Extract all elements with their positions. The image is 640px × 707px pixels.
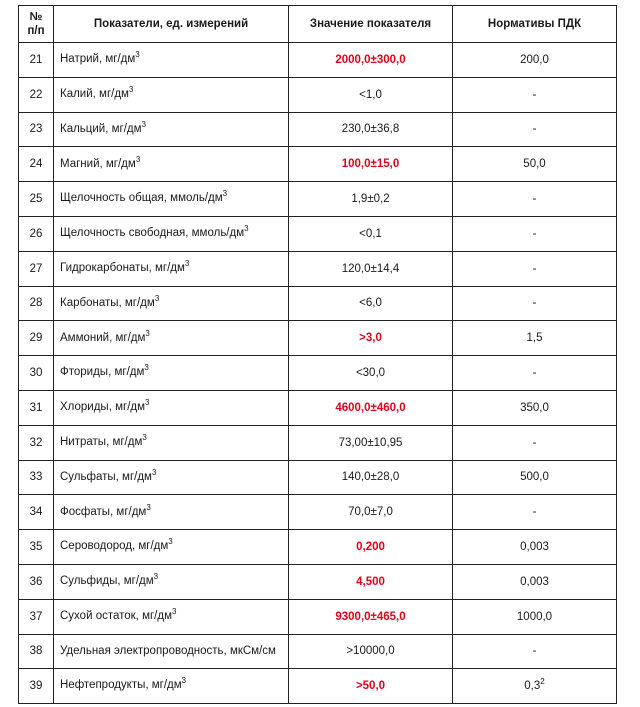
indicator-value-exceeded: >3,0 <box>289 321 453 356</box>
norm-cell <box>453 425 617 460</box>
norm-cell <box>453 286 617 321</box>
unit-exponent: 3 <box>184 258 190 268</box>
row-number: 26 <box>19 216 54 251</box>
indicator-name: Карбонаты, мг/дм <box>60 296 155 309</box>
indicator-name-cell <box>54 182 289 217</box>
indicator-name-cell <box>54 251 289 286</box>
indicator-name-cell <box>54 321 289 356</box>
indicator-value: 230,0±36,8 <box>289 112 453 147</box>
indicator-name: Сульфиды, мг/дм <box>60 575 154 588</box>
table-row <box>19 356 617 391</box>
indicator-name-cell <box>54 43 289 78</box>
table-row <box>19 634 617 669</box>
table-row <box>19 147 617 182</box>
norm-value: 50,0 <box>523 158 546 171</box>
indicator-value-exceeded: 2000,0±300,0 <box>289 43 453 78</box>
header-norm: Нормативы ПДК <box>453 6 617 43</box>
indicator-name-cell <box>54 356 289 391</box>
table-row <box>19 321 617 356</box>
norm-cell <box>453 634 617 669</box>
indicator-value-exceeded: 4,500 <box>289 564 453 599</box>
indicator-value-exceeded: 100,0±15,0 <box>289 147 453 182</box>
indicator-name-cell <box>54 599 289 634</box>
indicator-value: 120,0±14,4 <box>289 251 453 286</box>
unit-exponent: 3 <box>181 676 187 686</box>
table-row <box>19 390 617 425</box>
row-number: 32 <box>19 425 54 460</box>
indicator-value: >10000,0 <box>289 634 453 669</box>
table-row <box>19 460 617 495</box>
norm-footnote: 2 <box>540 677 545 687</box>
unit-exponent: 3 <box>135 154 141 164</box>
table-row <box>19 182 617 217</box>
indicator-name-cell <box>54 112 289 147</box>
norm-cell <box>453 564 617 599</box>
unit-exponent: 3 <box>145 328 150 338</box>
header-indicator: Показатели, ед. измерений <box>54 6 289 43</box>
unit-exponent: 3 <box>244 224 249 234</box>
unit-exponent: 3 <box>135 50 140 60</box>
row-number: 27 <box>19 251 54 286</box>
header-number-line1: № <box>29 10 43 23</box>
table-row <box>19 43 617 78</box>
row-number: 38 <box>19 634 54 669</box>
norm-cell <box>453 390 617 425</box>
row-number: 30 <box>19 356 54 391</box>
indicator-name-cell <box>54 425 289 460</box>
indicator-name: Нефтепродукты, мг/дм <box>60 679 182 692</box>
norm-value: - <box>532 262 537 275</box>
norm-cell <box>453 669 617 704</box>
norm-value: 500,0 <box>520 471 549 484</box>
norm-cell <box>453 599 617 634</box>
norm-value: - <box>532 193 537 206</box>
norm-value: 0,003 <box>520 575 549 588</box>
row-number: 34 <box>19 495 54 530</box>
table-row <box>19 286 617 321</box>
indicator-name-cell <box>54 390 289 425</box>
indicator-name: Натрий, мг/дм <box>60 53 136 66</box>
indicator-name: Нитраты, мг/дм <box>60 435 143 448</box>
indicator-value: <30,0 <box>289 356 453 391</box>
row-number: 28 <box>19 286 54 321</box>
indicator-name-cell <box>54 564 289 599</box>
norm-value: - <box>532 88 537 101</box>
row-number: 39 <box>19 669 54 704</box>
unit-exponent: 3 <box>128 84 134 94</box>
table-row <box>19 530 617 565</box>
norm-value: 200,0 <box>520 53 549 66</box>
norm-value: - <box>532 367 537 380</box>
unit-exponent: 3 <box>153 572 159 582</box>
norm-cell <box>453 321 617 356</box>
indicator-value-exceeded: 0,200 <box>289 530 453 565</box>
norm-cell <box>453 43 617 78</box>
indicator-name: Сульфаты, мг/дм <box>60 470 152 483</box>
indicator-name-cell <box>54 147 289 182</box>
norm-cell <box>453 460 617 495</box>
indicator-value: <6,0 <box>289 286 453 321</box>
table-row <box>19 564 617 599</box>
indicator-name-cell <box>54 530 289 565</box>
header-value: Значение показателя <box>289 6 453 43</box>
indicator-name: Магний, мг/дм <box>60 157 136 170</box>
indicator-value: <1,0 <box>289 77 453 112</box>
indicator-name-cell <box>54 286 289 321</box>
row-number: 31 <box>19 390 54 425</box>
unit-exponent: 3 <box>168 537 173 547</box>
row-number: 37 <box>19 599 54 634</box>
norm-value: 0,003 <box>520 541 549 554</box>
norm-cell <box>453 495 617 530</box>
header-number-line2: п/п <box>27 25 45 37</box>
row-number: 24 <box>19 147 54 182</box>
norm-value: 1000,0 <box>516 610 553 623</box>
indicator-name: Сероводород, мг/дм <box>60 540 169 553</box>
row-number: 22 <box>19 77 54 112</box>
table-row <box>19 216 617 251</box>
table-row <box>19 495 617 530</box>
row-number: 25 <box>19 182 54 217</box>
norm-value: - <box>532 227 537 240</box>
table-row <box>19 77 617 112</box>
unit-exponent: 3 <box>145 398 150 408</box>
indicator-value-exceeded: 4600,0±460,0 <box>289 390 453 425</box>
row-number: 23 <box>19 112 54 147</box>
header-number <box>19 6 54 43</box>
indicator-value: 140,0±28,0 <box>289 460 453 495</box>
unit-exponent: 3 <box>154 293 160 303</box>
norm-cell <box>453 77 617 112</box>
row-number: 21 <box>19 43 54 78</box>
indicator-value: 70,0±7,0 <box>289 495 453 530</box>
norm-value: 1,5 <box>526 332 543 345</box>
unit-exponent: 3 <box>142 432 147 442</box>
unit-exponent: 3 <box>141 119 146 129</box>
indicator-name: Сухой остаток, мг/дм <box>60 609 172 622</box>
indicator-name: Аммоний, мг/дм <box>60 331 146 344</box>
norm-value: - <box>532 645 537 658</box>
norm-cell <box>453 251 617 286</box>
indicator-name-cell <box>54 216 289 251</box>
indicators-table <box>18 5 617 704</box>
row-number: 29 <box>19 321 54 356</box>
norm-cell <box>453 216 617 251</box>
norm-value: 350,0 <box>520 401 549 414</box>
indicator-name: Фториды, мг/дм <box>60 366 145 379</box>
indicator-name: Гидрокарбонаты, мг/дм <box>60 261 185 274</box>
indicator-value-exceeded: >50,0 <box>289 669 453 704</box>
indicator-name: Удельная электропроводность, мкСм/см <box>60 644 276 657</box>
unit-exponent: 3 <box>144 363 149 373</box>
norm-value: - <box>532 297 537 310</box>
indicator-name-cell <box>54 634 289 669</box>
norm-value: - <box>532 123 537 136</box>
norm-cell <box>453 356 617 391</box>
indicator-value: <0,1 <box>289 216 453 251</box>
indicator-name: Калий, мг/дм <box>60 87 129 100</box>
indicator-name-cell <box>54 669 289 704</box>
table-header-row <box>19 6 617 43</box>
indicator-name-cell <box>54 460 289 495</box>
indicator-value-exceeded: 9300,0±465,0 <box>289 599 453 634</box>
indicator-name: Щелочность свободная, ммоль/дм <box>60 227 245 240</box>
table-row <box>19 425 617 460</box>
table-row <box>19 112 617 147</box>
unit-exponent: 3 <box>222 189 228 199</box>
indicator-name-cell <box>54 495 289 530</box>
norm-value: - <box>532 506 537 519</box>
indicator-name: Хлориды, мг/дм <box>60 401 146 414</box>
row-number: 35 <box>19 530 54 565</box>
norm-cell <box>453 147 617 182</box>
norm-value: - <box>532 436 537 449</box>
table-row <box>19 251 617 286</box>
indicator-name: Щелочность общая, ммоль/дм <box>60 192 223 205</box>
norm-cell <box>453 530 617 565</box>
indicator-name: Фосфаты, мг/дм <box>60 505 147 518</box>
norm-cell <box>453 112 617 147</box>
indicator-name: Кальций, мг/дм <box>60 122 142 135</box>
norm-value: 0,3 <box>524 680 541 693</box>
row-number: 33 <box>19 460 54 495</box>
unit-exponent: 3 <box>172 606 177 616</box>
indicator-value: 73,00±10,95 <box>289 425 453 460</box>
indicator-value: 1,9±0,2 <box>289 182 453 217</box>
norm-cell <box>453 182 617 217</box>
table-row <box>19 669 617 704</box>
unit-exponent: 3 <box>146 502 151 512</box>
unit-exponent: 3 <box>151 467 157 477</box>
indicator-name-cell <box>54 77 289 112</box>
row-number: 36 <box>19 564 54 599</box>
table-row <box>19 599 617 634</box>
